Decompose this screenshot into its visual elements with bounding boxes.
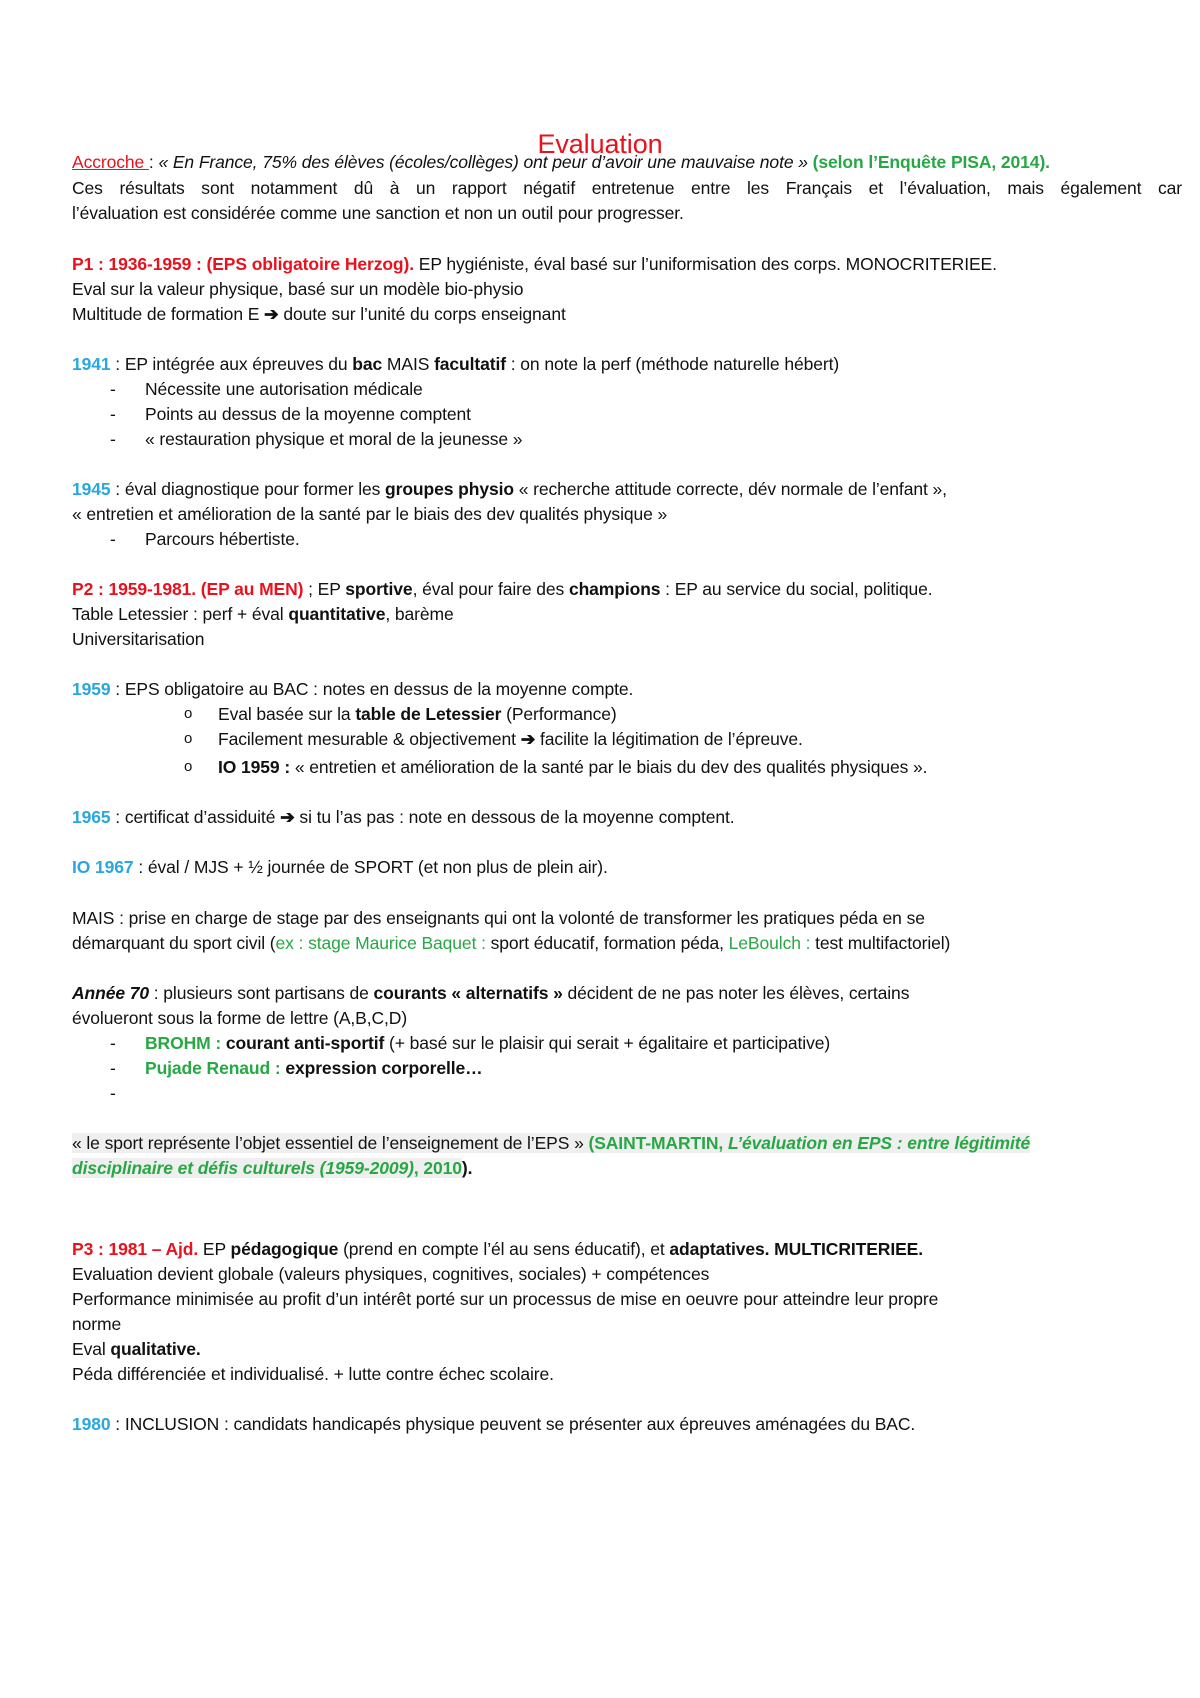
year-1980: 1980 (72, 1414, 111, 1434)
y1941-line: 1941 : EP intégrée aux épreuves du bac MAIS facultatif : on note la perf (méthode naturelle hébert) (72, 354, 840, 374)
year-1965: 1965 (72, 807, 111, 827)
dash-bullet: - (110, 529, 116, 549)
intro-line-2: Ces résultats sont notamment dû à un rapport négatif entretenue entre les Français et l’évaluation, mais également car (72, 178, 1182, 198)
page-title: Evaluation (537, 129, 663, 159)
list-item: Nécessite une autorisation médicale (145, 379, 423, 399)
circle-bullet-icon: o (184, 758, 193, 775)
accroche-line: Accroche : « En France, 75% des élèves (écoles/collèges) ont peur d’avoir une mauvaise note » (selon l’Enquête PISA, 2014). (72, 152, 1050, 172)
dash-bullet: - (110, 1058, 116, 1078)
p1-heading-line: P1 : 1936-1959 : (EPS obligatoire Herzog). EP hygiéniste, éval basé sur l’uniformisation des corps. MONOCRITERIEE. (72, 254, 997, 274)
p3-line-2: Evaluation devient globale (valeurs physiques, cognitives, sociales) + compétences (72, 1264, 710, 1284)
arrow-icon: ➔ (280, 807, 295, 827)
p2-heading: P2 : 1959-1981. (EP au MEN) (72, 579, 304, 599)
p3-line-5: Eval qualitative. (72, 1339, 201, 1359)
circle-bullet-icon: o (184, 705, 193, 722)
p1-heading: P1 : 1936-1959 : (EPS obligatoire Herzog). (72, 254, 415, 274)
io-1967: IO 1967 (72, 857, 134, 877)
y1945-line-2: « entretien et amélioration de la santé par le biais des dev qualités physique » (72, 504, 668, 524)
annee70-label: Année 70 (72, 983, 150, 1003)
y1945-line: 1945 : éval diagnostique pour former les groupes physio « recherche attitude correcte, dév normale de l’enfant », (72, 479, 947, 499)
p2-heading-line: P2 : 1959-1981. (EP au MEN) ; EP sportive, éval pour faire des champions : EP au service du social, politique. (72, 579, 933, 599)
dash-bullet: - (110, 429, 116, 449)
list-item: Eval basée sur la table de Letessier (Performance) (218, 704, 617, 724)
year-1945: 1945 (72, 479, 111, 499)
accroche-quote: « En France, 75% des élèves (écoles/collèges) ont peur d’avoir une mauvaise note » (158, 152, 808, 172)
annee70-line-2: évolueront sous la forme de lettre (A,B,C,D) (72, 1008, 408, 1028)
p3-line-6: Péda différenciée et individualisé. + lutte contre échec scolaire. (72, 1364, 554, 1384)
p1-line-3: Multitude de formation E ➔ doute sur l’unité du corps enseignant (72, 304, 566, 324)
io1967-line: IO 1967 : éval / MJS + ½ journée de SPORT (et non plus de plein air). (72, 857, 608, 877)
annee70-line: Année 70 : plusieurs sont partisans de courants « alternatifs » décident de ne pas noter les élèves, certains (72, 983, 910, 1003)
citation-highlight: « le sport représente l’objet essentiel de l’enseignement de l’EPS » (SAINT-MARTIN, L’évaluation en EPS : entre légitimité (72, 1133, 1031, 1153)
list-item: Pujade Renaud : expression corporelle… (145, 1058, 483, 1078)
year-1959: 1959 (72, 679, 111, 699)
list-item: Facilement mesurable & objectivement ➔ facilite la légitimation de l’épreuve. (218, 729, 803, 749)
p2-line-2: Table Letessier : perf + éval quantitative, barème (72, 604, 454, 624)
list-item: IO 1959 : « entretien et amélioration de la santé par le biais du dev des qualités physiques ». (218, 757, 928, 777)
list-item: Points au dessus de la moyenne comptent (145, 404, 471, 424)
citation-line-2: disciplinaire et défis culturels (1959-2009), 2010). (72, 1158, 473, 1178)
y1980-line: 1980 : INCLUSION : candidats handicapés physique peuvent se présenter aux épreuves aménagées du BAC. (72, 1414, 916, 1434)
p3-line-3: Performance minimisée au profit d’un intérêt porté sur un processus de mise en oeuvre pour atteindre leur propre (72, 1289, 939, 1309)
year-1941: 1941 (72, 354, 111, 374)
dash-bullet: - (110, 1083, 116, 1103)
p3-line-4: norme (72, 1314, 122, 1334)
arrow-icon: ➔ (264, 304, 279, 324)
accroche-source: (selon l’Enquête PISA, 2014). (812, 152, 1050, 172)
circle-bullet-icon: o (184, 730, 193, 747)
y1959-line: 1959 : EPS obligatoire au BAC : notes en dessus de la moyenne compte. (72, 679, 634, 699)
dash-bullet: - (110, 1033, 116, 1053)
dash-bullet: - (110, 404, 116, 424)
y1965-line: 1965 : certificat d’assiduité ➔ si tu l’as pas : note en dessous de la moyenne comptent. (72, 807, 735, 827)
list-item: BROHM : courant anti-sportif (+ basé sur le plaisir qui serait + égalitaire et participative) (145, 1033, 831, 1053)
p1-line-2: Eval sur la valeur physique, basé sur un modèle bio-physio (72, 279, 524, 299)
p3-heading: P3 : 1981 – Ajd. (72, 1239, 199, 1259)
mais-line-2: démarquant du sport civil (ex : stage Maurice Baquet : sport éducatif, formation péda, LeBoulch : test multifactoriel) (72, 933, 951, 953)
mais-line-1: MAIS : prise en charge de stage par des enseignants qui ont la volonté de transformer les pratiques péda en se (72, 908, 925, 928)
arrow-icon: ➔ (520, 729, 536, 749)
accroche-label: Accroche (72, 152, 149, 172)
list-item: Parcours hébertiste. (145, 529, 300, 549)
dash-bullet: - (110, 379, 116, 399)
intro-line-3: l’évaluation est considérée comme une sanction et non un outil pour progresser. (72, 203, 684, 223)
p3-heading-line: P3 : 1981 – Ajd. EP pédagogique (prend en compte l’él au sens éducatif), et adaptatives. MULTICRITERIEE. (72, 1239, 924, 1259)
list-item: « restauration physique et moral de la jeunesse » (145, 429, 523, 449)
p2-line-3: Universitarisation (72, 629, 205, 649)
citation-line-1 (72, 1132, 1030, 1154)
